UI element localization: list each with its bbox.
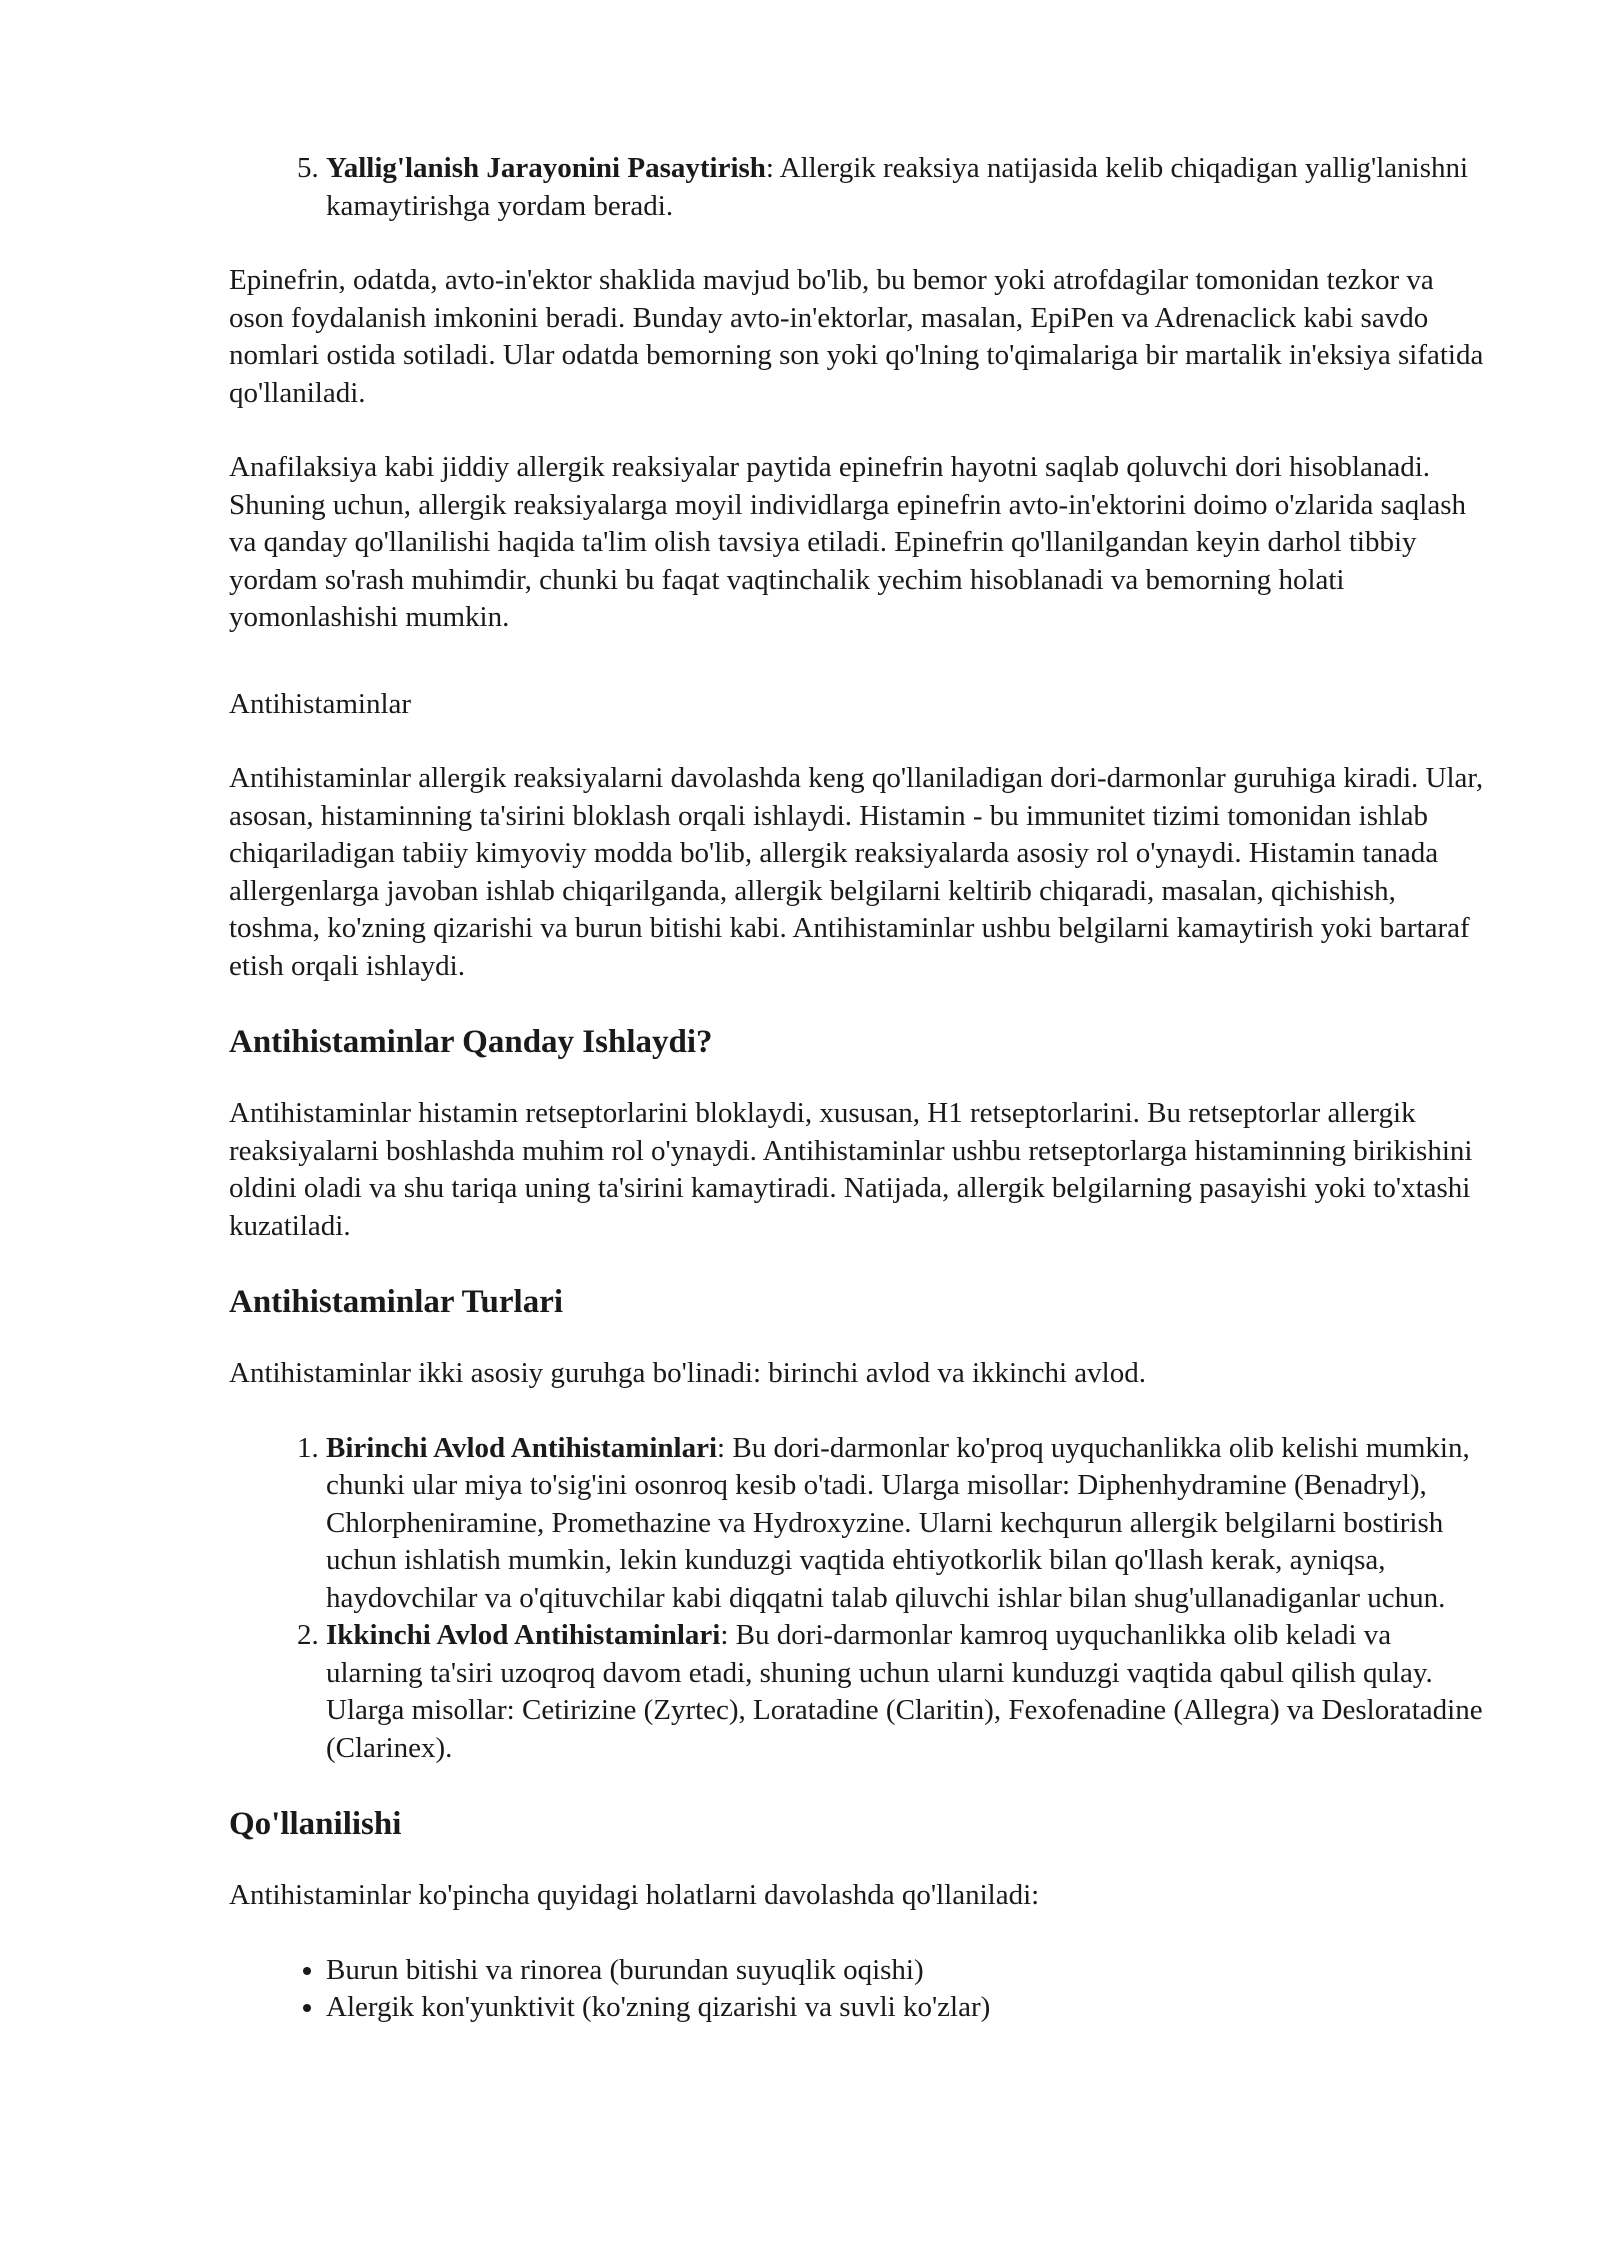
list-item xyxy=(326,1617,1489,1767)
paragraph-how-it-works: Antihistaminlar histamin retseptorlarini bloklaydi, xususan, H1 retseptorlarini. Bu retseptorlar allergik reaksiyalarni boshlashda muhim rol o'ynaydi. Antihistaminlar ushbu retseptorlarga histaminning birikishini oldini oladi va shu tariqa uning ta'sirini kamaytiradi. Natijada, allergik belgilarning pasayishi yoki to'xtashi kuzatiladi. xyxy=(229,1097,1473,1242)
intro-numbered-list xyxy=(229,150,1489,225)
list-item-title: Yallig'lanish Jarayonini Pasaytirish xyxy=(326,152,766,184)
paragraph-antihistamines-intro: Antihistaminlar allergik reaksiyalarni davolashda keng qo'llaniladigan dori-darmonlar guruhiga kiradi. Ular, asosan, histaminning ta'sirini bloklash orqali ishlaydi. Histamin - bu immunitet tizimi tomonidan ishlab chiqariladigan tabiiy kimyoviy modda bo'lib, allergik reaksiyalarda asosiy rol o'ynaydi. Histamin tanada allergenlarga javoban ishlab chiqarilganda, allergik belgilarni keltirib chiqaradi, masalan, qichishish, toshma, ko'zning qizarishi va burun bitishi kabi. Antihistaminlar ushbu belgilarni kamaytirish yoki bartaraf etish orqali ishlaydi. xyxy=(229,762,1484,982)
list-item-text: : Bu dori-darmonlar kamroq uyquchanlikka olib keladi va ularning ta'siri uzoqroq davom etadi, shuning uchun ularni kunduzgi vaqtida qabul qilish qulay. Ularga misollar: Cetirizine (Zyrtec), Loratadine (Claritin), Fexofenadine (Allegra) va Desloratadine (Clarinex). xyxy=(326,1619,1483,1764)
heading-how-it-works: Antihistaminlar Qanday Ishlaydi? xyxy=(229,1024,713,1060)
list-item-title: Ikkinchi Avlod Antihistaminlari xyxy=(326,1619,721,1651)
paragraph-types: Antihistaminlar ikki asosiy guruhga bo'linadi: birinchi avlod va ikkinchi avlod. xyxy=(229,1357,1146,1389)
list-item xyxy=(326,1430,1489,1618)
list-item: • Alergik kon'yunktivit (ko'zning qizarishi va suvli ko'zlar) xyxy=(326,1989,1489,2027)
usage-bullet-list xyxy=(229,1952,1489,2027)
list-item-text: : Bu dori-darmonlar ko'proq uyquchanlikka olib kelishi mumkin, chunki ular miya to'sig'ini osonroq kesib o'tadi. Ularga misollar: Diphenhydramine (Benadryl), Chlorpheniramine, Promethazine va Hydroxyzine. Ularni kechqurun allergik belgilarni bostirish uchun ishlatish mumkin, lekin kunduzgi vaqtida ehtiyotkorlik bilan qo'llash kerak, ayniqsa, haydovchilar va o'qituvchilar kabi diqqatni talab qiluvchi ishlar bilan shug'ullanadiganlar uchun. xyxy=(326,1431,1470,1614)
list-item: • Burun bitishi va rinorea (burundan suyuqlik oqishi) xyxy=(326,1952,1489,1990)
heading-types: Antihistaminlar Turlari xyxy=(229,1284,564,1320)
list-item-title: Birinchi Avlod Antihistaminlari xyxy=(326,1431,718,1464)
types-numbered-list xyxy=(229,1430,1489,1768)
antihistamines-label: Antihistaminlar xyxy=(229,687,412,720)
document-page xyxy=(229,150,1489,2064)
paragraph-autoinjector: Epinefrin, odatda, avto-in'ektor shaklida mavjud bo'lib, bu bemor yoki atrofdagilar tomonidan tezkor va oson foydalanish imkonini beradi. Bunday avto-in'ektorlar, masalan, EpiPen va Adrenaclick kabi savdo nomlari ostida sotiladi. Ular odatda bemorning son yoki qo'lning to'qimalariga bir martalik in'eksiya sifatida qo'llaniladi. xyxy=(229,264,1484,409)
heading-usage: Qo'llanilishi xyxy=(229,1806,402,1842)
paragraph-usage: Antihistaminlar ko'pincha quyidagi holatlarni davolashda qo'llaniladi: xyxy=(229,1879,1040,1911)
list-item-text: : Allergik reaksiya natijasida kelib chiqadigan yallig'lanishni kamaytirishga yordam beradi. xyxy=(326,152,1469,222)
paragraph-anaphylaxis: Anafilaksiya kabi jiddiy allergik reaksiyalar paytida epinefrin hayotni saqlab qoluvchi dori hisoblanadi. Shuning uchun, allergik reaksiyalarga moyil individlarga epinefrin avto-in'ektorini doimo o'zlarida saqlash va qanday qo'llanilishi haqida ta'lim olish tavsiya etiladi. Epinefrin qo'llanilgandan keyin darhol tibbiy yordam so'rash muhimdir, chunki bu faqat vaqtinchalik yechim hisoblanadi va bemorning holati yomonlashishi mumkin. xyxy=(229,451,1467,633)
list-item xyxy=(326,150,1489,225)
